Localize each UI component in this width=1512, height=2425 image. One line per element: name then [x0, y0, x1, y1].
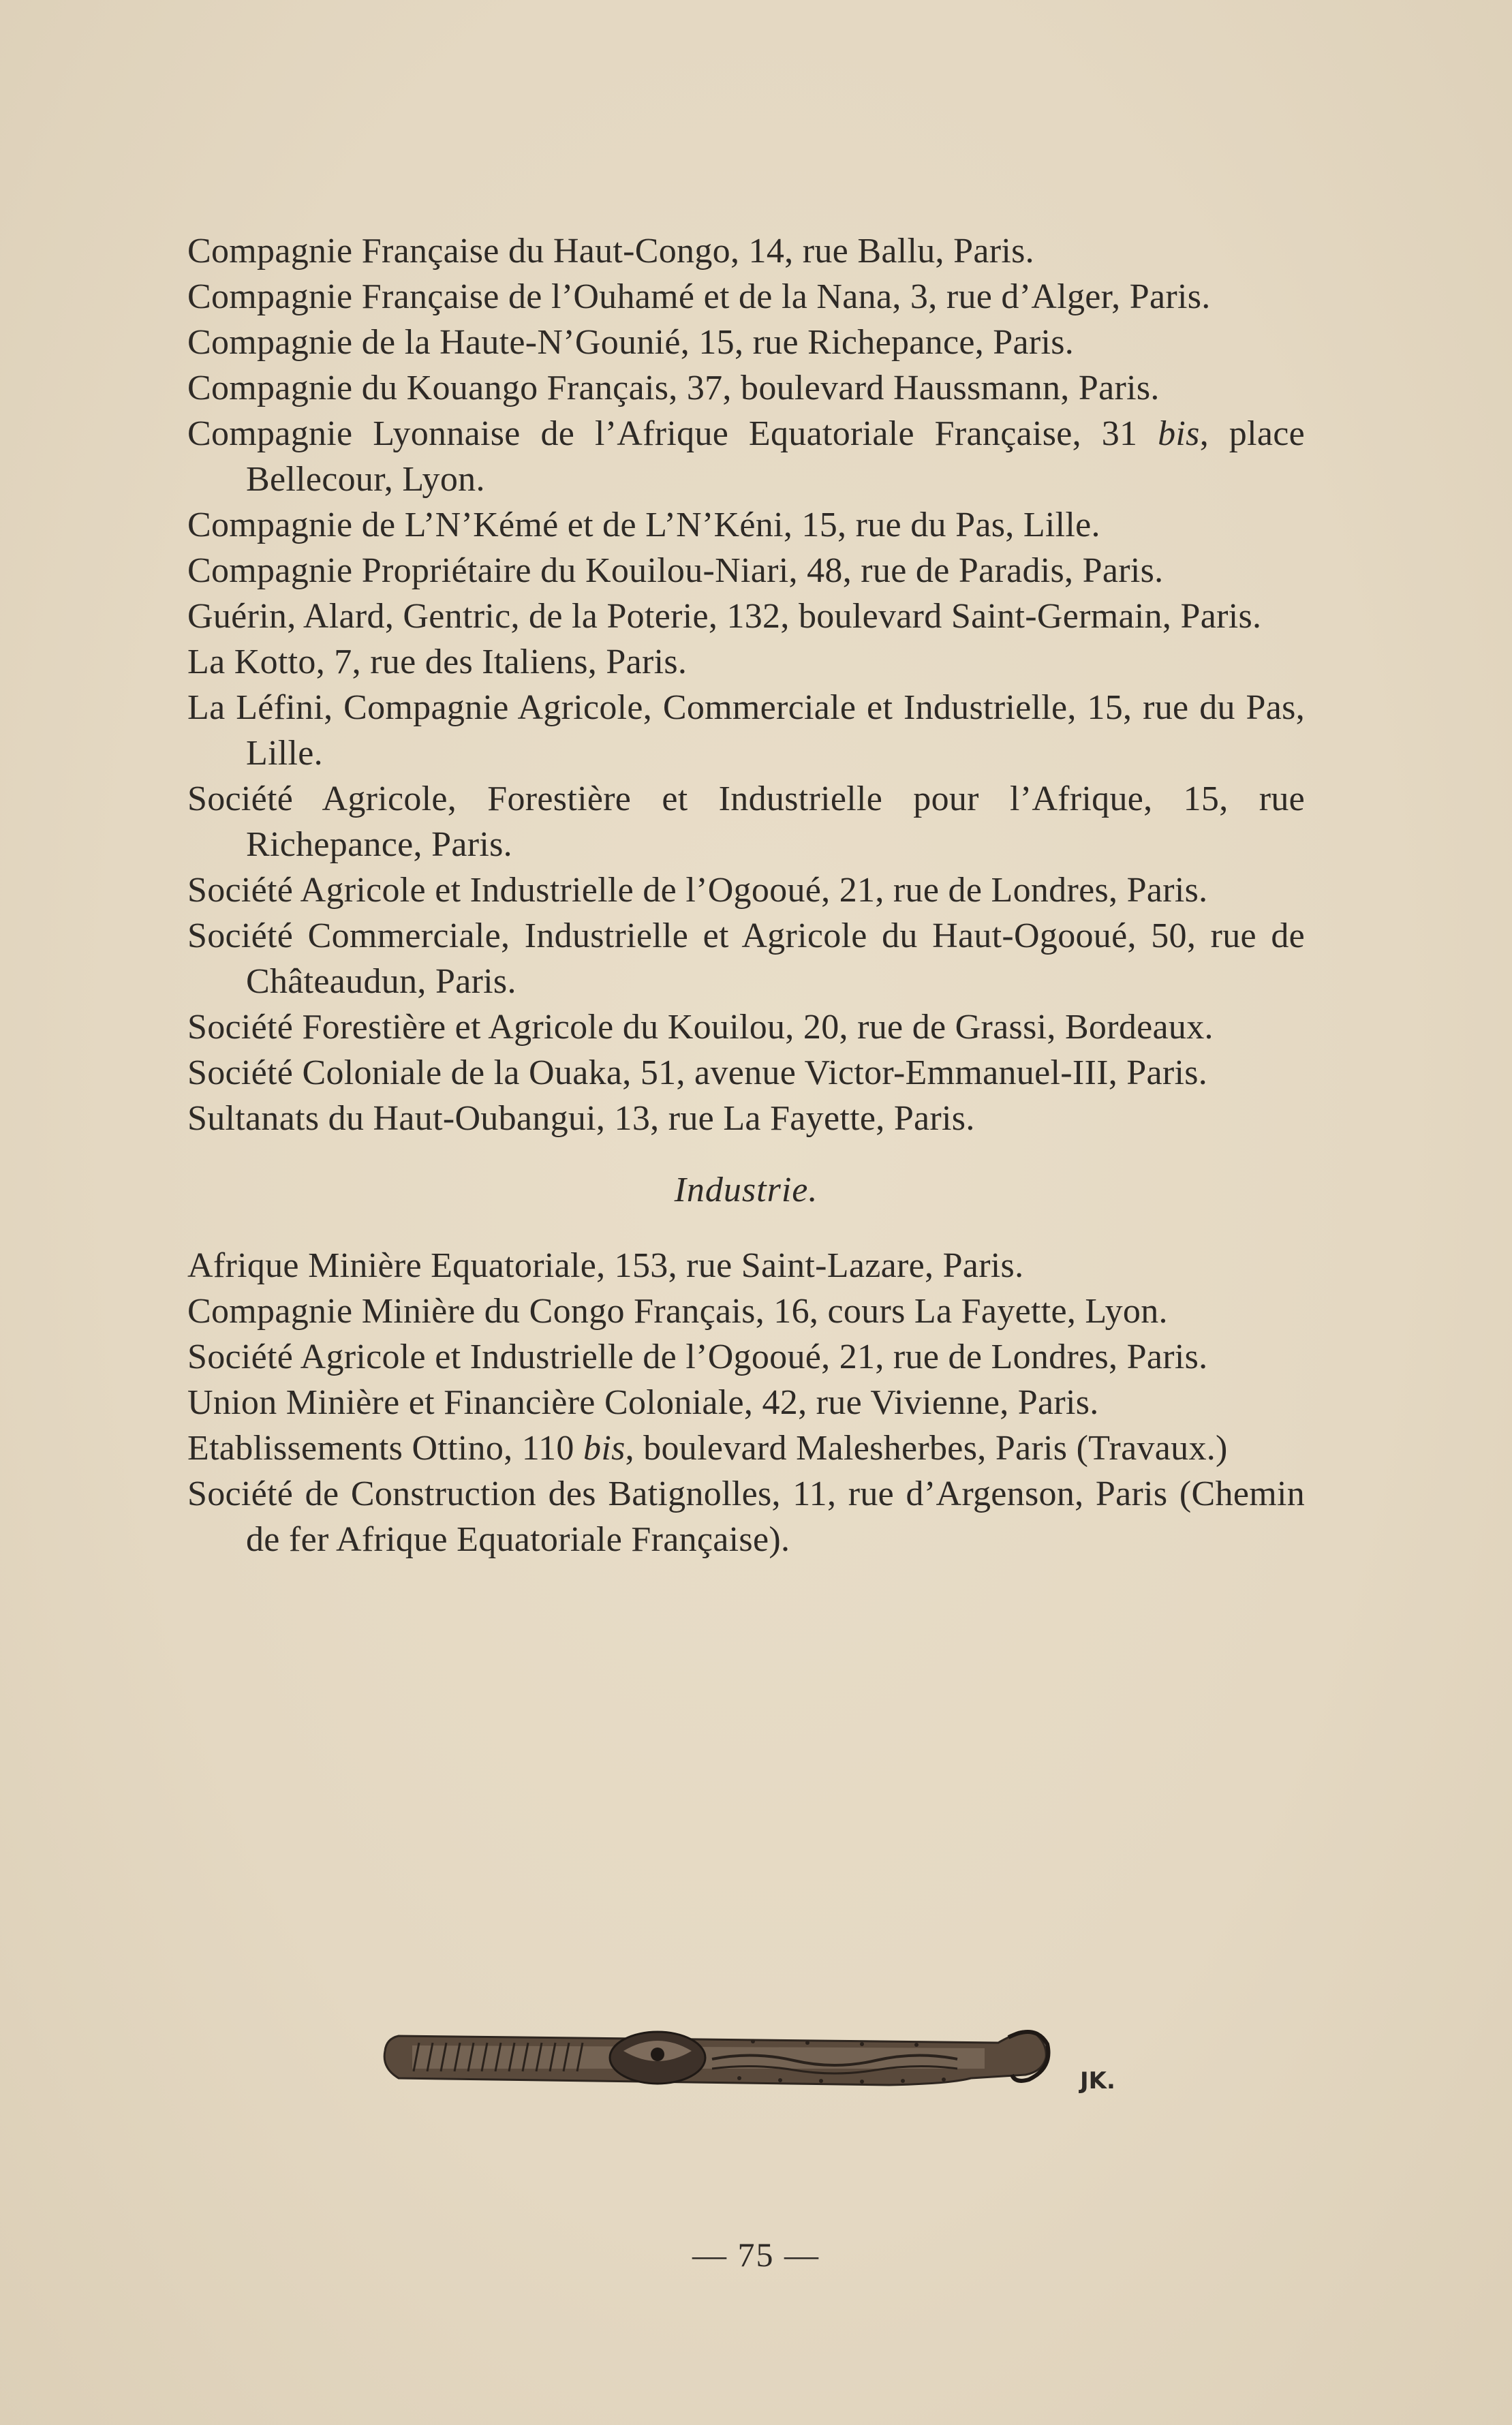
decorative-ornament — [371, 2003, 1141, 2112]
list-item: Compagnie Française du Haut-Congo, 14, rue Ballu, Paris. — [187, 232, 1034, 271]
entry-text: Compagnie Lyonnaise de l’Afrique Equatoriale Française, 31 — [187, 414, 1158, 453]
carved-figure — [610, 2032, 705, 2084]
list-item: La Kotto, 7, rue des Italiens, Paris. — [187, 643, 688, 681]
entry-italic: bis — [1158, 414, 1200, 453]
entry-text: Etablissements Ottino, 110 — [187, 1429, 584, 1468]
list-item: Guérin, Alard, Gentric, de la Poterie, 132, boulevard Saint-Germain, Paris. — [187, 597, 1262, 636]
list-item — [187, 411, 1305, 502]
list-item: Union Minière et Financière Coloniale, 42, rue Vivienne, Paris. — [187, 1383, 1099, 1422]
list-item: Société de Construction des Batignolles, 11, rue d’Argenson, Paris (Chemin de fer Afrique Equatoriale Française). — [187, 1474, 1305, 1559]
list-item: Compagnie Minière du Congo Français, 16, cours La Fayette, Lyon. — [187, 1292, 1168, 1331]
list-item: Société Forestière et Agricole du Kouilou, 20, rue de Grassi, Bordeaux. — [187, 1008, 1214, 1047]
list-item: Compagnie Française de l’Ouhamé et de la Nana, 3, rue d’Alger, Paris. — [187, 277, 1211, 316]
industry-list — [187, 1243, 1305, 1562]
text-column — [187, 228, 1305, 1562]
list-item: Société Coloniale de la Ouaka, 51, avenue Victor-Emmanuel-III, Paris. — [187, 1053, 1208, 1092]
list-item: Société Agricole et Industrielle de l’Ogooué, 21, rue de Londres, Paris. — [187, 1338, 1208, 1376]
artist-signature: JK. — [1080, 2067, 1115, 2095]
entry-italic: bis — [583, 1429, 626, 1468]
list-item: La Léfini, Compagnie Agricole, Commerciale et Industrielle, 15, rue du Pas, Lille. — [187, 688, 1305, 773]
section-heading: Industrie. — [674, 1171, 818, 1209]
entry-text: , place Bellecour, Lyon. — [246, 414, 1305, 499]
list-item — [187, 1425, 1305, 1471]
list-item: Société Commerciale, Industrielle et Agricole du Haut-Ogooué, 50, rue de Châteaudun, Paris. — [187, 916, 1305, 1001]
list-item: Compagnie de L’N’Kémé et de L’N’Kéni, 15, rue du Pas, Lille. — [187, 506, 1100, 544]
list-item: Afrique Minière Equatoriale, 153, rue Saint-Lazare, Paris. — [187, 1246, 1024, 1285]
list-item: Sultanats du Haut-Oubangui, 13, rue La Fayette, Paris. — [187, 1099, 975, 1138]
list-item: Compagnie de la Haute-N’Gounié, 15, rue Richepance, Paris. — [187, 323, 1075, 362]
page-number: — 75 — — [692, 2236, 820, 2274]
list-item: Société Agricole et Industrielle de l’Ogooué, 21, rue de Londres, Paris. — [187, 871, 1208, 910]
list-item: Compagnie Propriétaire du Kouilou-Niari, 48, rue de Paradis, Paris. — [187, 551, 1164, 590]
carved-tusk-illustration — [371, 2003, 1141, 2112]
company-list — [187, 228, 1305, 1141]
entry-text: , boulevard Malesherbes, Paris (Travaux.) — [625, 1429, 1228, 1468]
list-item: Compagnie du Kouango Français, 37, boulevard Haussmann, Paris. — [187, 369, 1160, 407]
list-item: Société Agricole, Forestière et Industrielle pour l’Afrique, 15, rue Richepance, Paris. — [187, 779, 1305, 864]
